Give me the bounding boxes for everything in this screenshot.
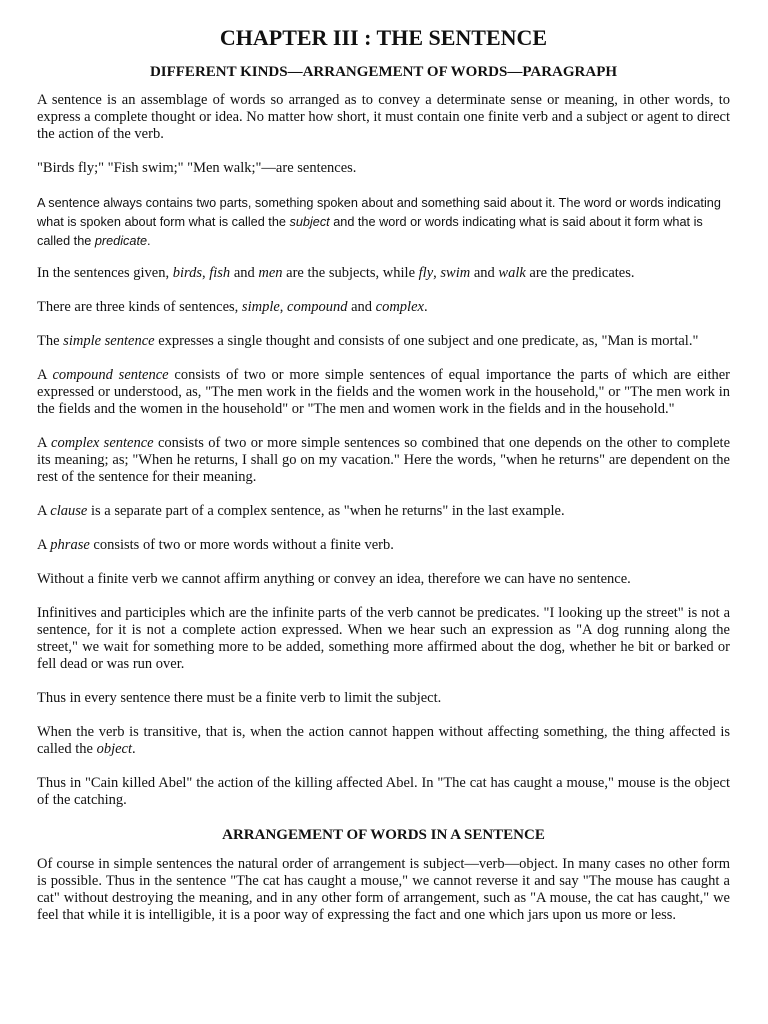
paragraph-natural-order: Of course in simple sentences the natural order of arrangement is subject—verb—object. In many cases no other form is possible. Thus in the sentence "The cat has caught a mouse," we cannot reverse it and say "The mouse has caught a cat" without destroying the meaning, and in any other form of arrangement, such as "A mouse, the cat has caught," we feel that while it is intelligible, it is a poor way of expressing the fact and one which jars upon us more or less. bbox=[37, 856, 730, 923]
text-run: is a separate part of a complex sentence, as "when he returns" in the last example. bbox=[87, 503, 565, 519]
text-run: The bbox=[37, 333, 64, 349]
text-run: A sentence always contains two parts, something spoken about and something said about it. The word or words indicating what is spoken about form what is called the bbox=[37, 196, 721, 229]
text-run: are the predicates. bbox=[525, 265, 635, 281]
paragraph-cain-abel: Thus in "Cain killed Abel" the action of the killing affected Abel. In "The cat has caught a mouse," mouse is the object of the catching. bbox=[37, 775, 730, 808]
term-fish: fish bbox=[209, 265, 231, 281]
paragraph-compound-sentence bbox=[37, 367, 730, 418]
paragraph-sentence-definition: A sentence is an assemblage of words so arranged as to convey a determinate sense or meaning, in other words, to express a complete thought or idea. No matter how short, it must contain one finite verb and a subject or agent to direct the action of the verb. bbox=[37, 92, 730, 142]
text-run: are the subjects, while bbox=[282, 265, 419, 281]
text-run: expresses a single thought and consists of one subject and one predicate, as, "Man is mortal." bbox=[154, 333, 699, 349]
text-run: and the word or words indicating what is said about it form what is called the bbox=[37, 215, 703, 248]
paragraph-examples: "Birds fly;" "Fish swim;" "Men walk;"—are sentences. bbox=[37, 160, 357, 176]
paragraph-simple-sentence bbox=[37, 333, 730, 350]
term-birds: birds bbox=[172, 265, 202, 281]
term-simple-sentence: simple sentence bbox=[63, 333, 155, 349]
term-phrase: phrase bbox=[50, 537, 90, 553]
text-run: There are three kinds of sentences, bbox=[37, 299, 242, 315]
text-run: and bbox=[230, 265, 259, 281]
text-run: and bbox=[470, 265, 499, 281]
term-complex: complex bbox=[375, 299, 424, 315]
term-men: men bbox=[258, 265, 283, 281]
text-run: When the verb is transitive, that is, when the action cannot happen without affecting something, the thing affected is called the bbox=[37, 724, 730, 757]
paragraph-transitive bbox=[37, 724, 730, 758]
section-heading: DIFFERENT KINDS—ARRANGEMENT OF WORDS—PARAGRAPH bbox=[149, 64, 618, 80]
text-run: consists of two or more words without a finite verb. bbox=[89, 537, 394, 553]
text-run: , bbox=[201, 265, 210, 281]
paragraph-three-kinds bbox=[37, 299, 730, 316]
text-run: In the sentences given, bbox=[37, 265, 173, 281]
term-complex-sentence: complex sentence bbox=[51, 435, 154, 451]
text-run: A bbox=[37, 367, 53, 383]
term-walk: walk bbox=[498, 265, 526, 281]
paragraph-phrase bbox=[37, 537, 730, 554]
text-run: consists of two or more simple sentences so combined that one depends on the other to complete its meaning; as; "When he returns, I shall go on my vacation." Here the words, "when he returns" are dependent on the rest of the sentence for their meaning. bbox=[37, 435, 731, 485]
text-run: A bbox=[37, 537, 51, 553]
paragraph-clause bbox=[37, 503, 730, 520]
text-run: . bbox=[423, 299, 428, 315]
paragraph-subjects-predicates bbox=[37, 265, 730, 282]
text-run: and bbox=[347, 299, 376, 315]
term-object: object bbox=[96, 741, 133, 757]
term-fly: fly bbox=[418, 265, 434, 281]
term-compound-sentence: compound sentence bbox=[52, 367, 169, 383]
text-run: , bbox=[279, 299, 288, 315]
section-heading-arrangement: ARRANGEMENT OF WORDS IN A SENTENCE bbox=[222, 827, 545, 843]
term-subject: subject bbox=[289, 215, 330, 229]
text-run: . bbox=[147, 234, 151, 248]
paragraph-limit-subject: Thus in every sentence there must be a finite verb to limit the subject. bbox=[37, 690, 442, 706]
chapter-title: CHAPTER III : THE SENTENCE bbox=[219, 25, 548, 50]
paragraph-finite-verb: Without a finite verb we cannot affirm anything or convey an idea, therefore we can have no sentence. bbox=[37, 571, 631, 587]
document-page bbox=[37, 22, 730, 941]
text-run: , bbox=[433, 265, 441, 281]
term-compound: compound bbox=[287, 299, 348, 315]
text-run: A bbox=[37, 435, 52, 451]
paragraph-subject-predicate bbox=[37, 194, 730, 251]
paragraph-infinitives: Infinitives and participles which are the infinite parts of the verb cannot be predicates. "I looking up the street" is not a sentence, for it is not a complete action expressed. When we hear such an expression as "A dog running along the street," we wait for something more to be added, something more affirmed about the dog, whether he bit or barked or fell dead or was run over. bbox=[37, 605, 730, 672]
text-run: . bbox=[132, 741, 136, 757]
term-predicate: predicate bbox=[94, 234, 148, 248]
text-run: consists of two or more simple sentences of equal importance the parts of which are either expressed or understood, as, "The men work in the fields and the women work in the household," or "The men work in the fields and the women in the household" or "The men and women work in the fields and in the household." bbox=[37, 367, 730, 417]
term-swim: swim bbox=[440, 265, 471, 281]
term-simple: simple bbox=[241, 299, 280, 315]
paragraph-complex-sentence bbox=[37, 435, 730, 486]
text-run: A bbox=[37, 503, 51, 519]
term-clause: clause bbox=[50, 503, 88, 519]
